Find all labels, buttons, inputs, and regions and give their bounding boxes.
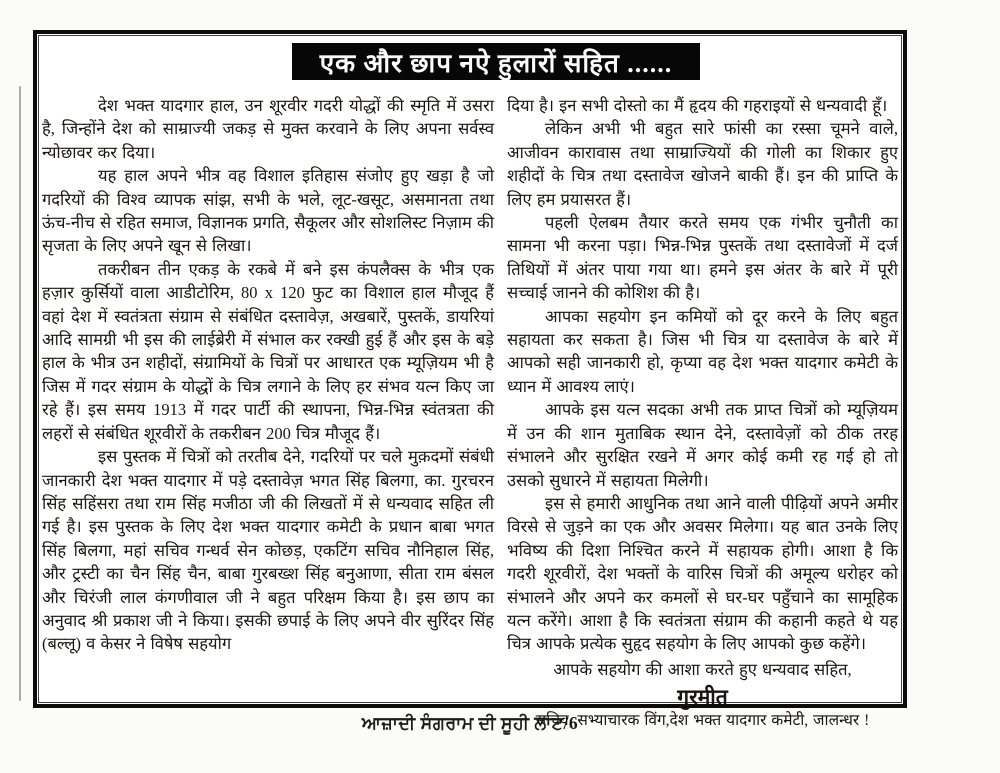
paragraph: इस पुस्तक में चित्रों को तरतीब देने, गदरियों पर चले मुक़दमों संबंधी जानकारी देश भक्त यादगार में पड़े दस्तावेज़ भगत सिंह बिलगा, का. गुरचरन सिंह सहिंसरा तथा राम सिंह मजीठा जी की लिखतों में से धन्यवाद सहित ली गई है। इस पुस्तक के लिए देश भक्त यादगार कमेटी के प्रधान बाबा भगत सिंह बिलगा, महां सचिव गन्धर्व सेन कोछड़, एकटिंग सचिव नौनिहाल सिंह, और ट्रस्टी का चैन सिंह चैन, बाबा गुरबख्श सिंह बनुआणा, सीता राम बंसल और चिरंजी लाल कंगणीवाल जी ने बहुत परिक्षम किया है। इस छाप का अनुवाद श्री प्रकाश जी ने किया। इसकी छपाई के लिए अपने वीर सुरिंदर सिंह (बल्लू) व केसर ने विषेष सहयोग (42, 447, 494, 654)
paragraph: लेकिन अभी भी बहुत सारे फांसी का रस्सा चूमने वाले, आजीवन कारावास तथा साम्राज्यियों की गोली का शिकार हुए शहीदों के चित्र तथा दस्तावेज खोजने बाकी हैं। इन की प्राप्ति के लिए हम प्रयासरत हैं। (507, 119, 898, 209)
left-column (42, 94, 494, 701)
footer-caption: ਆਜ਼ਾਦੀ ਸੰਗਰਾਮ ਦੀ ਸੂਹੀ ਲਾਟ/6 (361, 713, 579, 733)
right-column (507, 94, 898, 730)
signature-name: गुरमीत (677, 685, 728, 710)
paragraph: इस से हमारी आधुनिक तथा आने वाली पीढ़ियों अपने अमीर विरसे से जुड़ने का एक और अवसर मिलेगा। यह बात उनके लिए भविष्य की दिशा निश्चित करने में सहायक होगी। आशा है कि गदरी शूरवीरों, देश भक्तों के वारिस चित्रों की अमूल्य धरोहर को संभालने और अपने कर कमलों से घर-घर पहुँचाने का सामूहिक यत्न करेंगे। आशा है कि स्वतंत्रता संग्राम की कहानी कहते थे यह चित्र आपके प्रत्येक सुहृद सहयोग के लिए आपको कुछ कहेंगे। (507, 493, 898, 654)
paragraph: तकरीबन तीन एकड़ के रकबे में बने इस कंपलैक्स के भीत्र एक हज़ार कुर्सियों वाला आडीटोरिम, 80 x 120 फुट का विशाल हाल मौजूद हैं वहां देश में स्वतंत्रता संग्राम से संबंधित दस्तावेज़, अखबारें, पुस्तकें, डायरियां आदि सामग्री भी इस की लाईब्रेरी में संभाल कर रक्खी हुई हैं और इस के बड़े हाल के भीत्र उन शहीदों, संग्रामियों के चित्रों पर आधारत एक म्यूज़ियम भी है जिस में गदर संग्राम के योद्धों के चित्र लगाने के लिए हर संभव यत्न किए जा रहे हैं। इस समय 1913 में गदर पार्टी की स्थापना, भिन्न-भिन्न स्वंतत्रता की लहरों से संबंधित शूरवीरों के तकरीबन 200 चित्र मौजूद हैं। (42, 259, 494, 443)
page-title: एक और छाप नऐ हुलारों सहित ...... (319, 48, 673, 78)
paragraph: आपका सहयोग इन कमियों को दूर करने के लिए बहुत सहायता कर सकता है। जिस भी चित्र या दस्तावेज के बारे में आपको सही जानकारी हो, कृप्या वह देश भक्त यादगार कमेटी के ध्यान में आवश्य लाएं। (507, 306, 898, 396)
paragraph: दिया है। इन सभी दोस्तो का मैं हृदय की गहराइयों से धन्यवादी हूँ। (507, 96, 888, 115)
scan-binding-shadow (19, 86, 21, 701)
paragraph: देश भक्त यादगार हाल, उन शूरवीर गदरी योद्धों की स्मृति में उसरा है, जिन्होंने देश को साम्राज्यी जकड़ से मुक्त करवाने के लिए अपना सर्वस्व न्योछावर कर दिया। (42, 96, 494, 162)
title-banner (292, 43, 700, 80)
paragraph: यह हाल अपने भीत्र वह विशाल इतिहास संजोए हुए खड़ा है जो गदरियों की विश्व व्यापक सांझ, सभी के भले, लूट-खसूट, असमानता तथा ऊंच-नीच से रहित समाज, विज्ञानक प्रगति, सैकूलर और सोशलिस्ट निज़ाम की सृजता के लिए अपने खून से लिखा। (42, 166, 494, 256)
paragraph: पहली ऐलबम तैयार करते समय एक गंभीर चुनौती का सामना भी करना पड़ा। भिन्न-भिन्न पुस्तकें तथा दस्तावेजों में दर्ज तिथियों में अंतर पाया गया था। हमने इस अंतर के बारे में पूरी सच्चाई जानने की कोशिश की है। (507, 213, 898, 303)
signature-role: सचिव, सभ्याचारक विंग,देश भक्त यादगार कमेटी, जालन्धर ! (535, 712, 870, 730)
paragraph: आपके इस यत्न सदका अभी तक प्राप्त चित्रों को म्यूज़ियम में उन की शान मुताबिक स्थान देने, दस्तावेज़ों को ठीक तरह संभालने और सुरक्षित रखने में अगर कोई कमी रह गई हो तो उसको सुधारने में सहायता मिलेगी। (507, 400, 898, 490)
closing-line: आपके सहयोग की आशा करते हुए धन्यवाद सहित, (553, 659, 852, 679)
